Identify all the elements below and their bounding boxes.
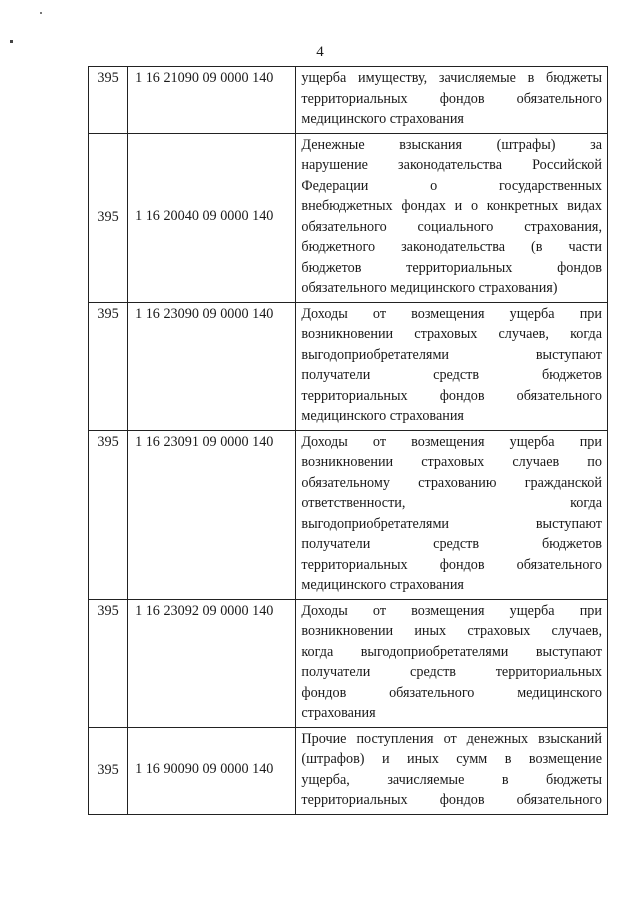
description-cell: [296, 302, 608, 430]
description-line: Денежные взыскания (штрафы) за: [301, 136, 602, 153]
admin-code-cell: 395: [89, 67, 128, 134]
description-line: медицинского страхования: [301, 408, 464, 424]
description-line: получатели средств бюджетов: [301, 536, 602, 552]
description-cell: [296, 727, 608, 814]
description-cell: [296, 133, 608, 302]
admin-code-cell: 395: [89, 430, 128, 599]
description-line: Федерации о государственных: [301, 177, 602, 194]
description-line: обязательного медицинского страхования): [301, 280, 558, 296]
table-row: [89, 133, 608, 302]
admin-code-cell: 395: [89, 599, 128, 727]
description-line: территориальных фондов обязательного: [301, 387, 602, 404]
budget-code-cell: 1 16 23091 09 0000 140: [128, 430, 296, 599]
table-row: [89, 599, 608, 727]
description-line: медицинского страхования: [301, 577, 464, 593]
description-line: бюджетного законодательства (в части: [301, 239, 602, 255]
description-line: возникновении страховых случаев по: [301, 454, 602, 470]
description-line: получатели средств территориальных: [301, 664, 602, 680]
description-line: когда выгодоприобретателями выступают: [301, 643, 602, 660]
description-line: внебюджетных фондах и о конкретных видах: [301, 198, 602, 214]
description-line: ущерба, зачисляемые в бюджеты: [301, 771, 602, 788]
scan-mark-top: [40, 12, 42, 14]
description-line: медицинского страхования: [301, 111, 464, 127]
page-number: 4: [316, 44, 324, 60]
description-line: выгодоприобретателями выступают: [301, 515, 602, 532]
revenue-codes-table: [88, 66, 608, 815]
budget-code-cell: 1 16 20040 09 0000 140: [128, 133, 296, 302]
description-line: бюджетов территориальных фондов: [301, 259, 602, 276]
admin-code-cell: 395: [89, 133, 128, 302]
scan-mark-edge: [10, 40, 13, 43]
description-cell: [296, 430, 608, 599]
admin-code-cell: 395: [89, 302, 128, 430]
description-line: возникновении иных страховых случаев,: [301, 623, 602, 639]
table-row: [89, 727, 608, 814]
budget-code-cell: 1 16 90090 09 0000 140: [128, 727, 296, 814]
description-line: Доходы от возмещения ущерба при: [301, 305, 602, 322]
description-line: получатели средств бюджетов: [301, 367, 602, 383]
description-line: обязательного социального страхования,: [301, 218, 602, 235]
description-line: возникновении страховых случаев, когда: [301, 326, 602, 342]
description-line: Доходы от возмещения ущерба при: [301, 602, 602, 619]
description-line: территориальных фондов обязательного: [301, 556, 602, 573]
description-cell: [296, 67, 608, 134]
admin-code-cell: 395: [89, 727, 128, 814]
description-line: фондов обязательного медицинского: [301, 684, 602, 701]
description-line: Доходы от возмещения ущерба при: [301, 433, 602, 450]
budget-code-cell: 1 16 23092 09 0000 140: [128, 599, 296, 727]
budget-code-cell: 1 16 21090 09 0000 140: [128, 67, 296, 134]
description-line: обязательному страхованию гражданской: [301, 474, 602, 491]
description-line: (штрафов) и иных сумм в возмещение: [301, 751, 602, 767]
description-line: ответственности, когда: [301, 495, 602, 511]
description-cell: [296, 599, 608, 727]
table-row: [89, 302, 608, 430]
description-line: ущерба имуществу, зачисляемые в бюджеты: [301, 70, 602, 86]
description-line: нарушение законодательства Российской: [301, 157, 602, 173]
budget-code-cell: 1 16 23090 09 0000 140: [128, 302, 296, 430]
table-row: [89, 430, 608, 599]
description-line: выгодоприобретателями выступают: [301, 346, 602, 363]
description-line: страхования: [301, 705, 376, 721]
description-line: территориальных фондов обязательного: [301, 792, 602, 808]
description-line: Прочие поступления от денежных взысканий: [301, 730, 602, 747]
description-line: территориальных фондов обязательного: [301, 90, 602, 107]
table-row: [89, 67, 608, 134]
